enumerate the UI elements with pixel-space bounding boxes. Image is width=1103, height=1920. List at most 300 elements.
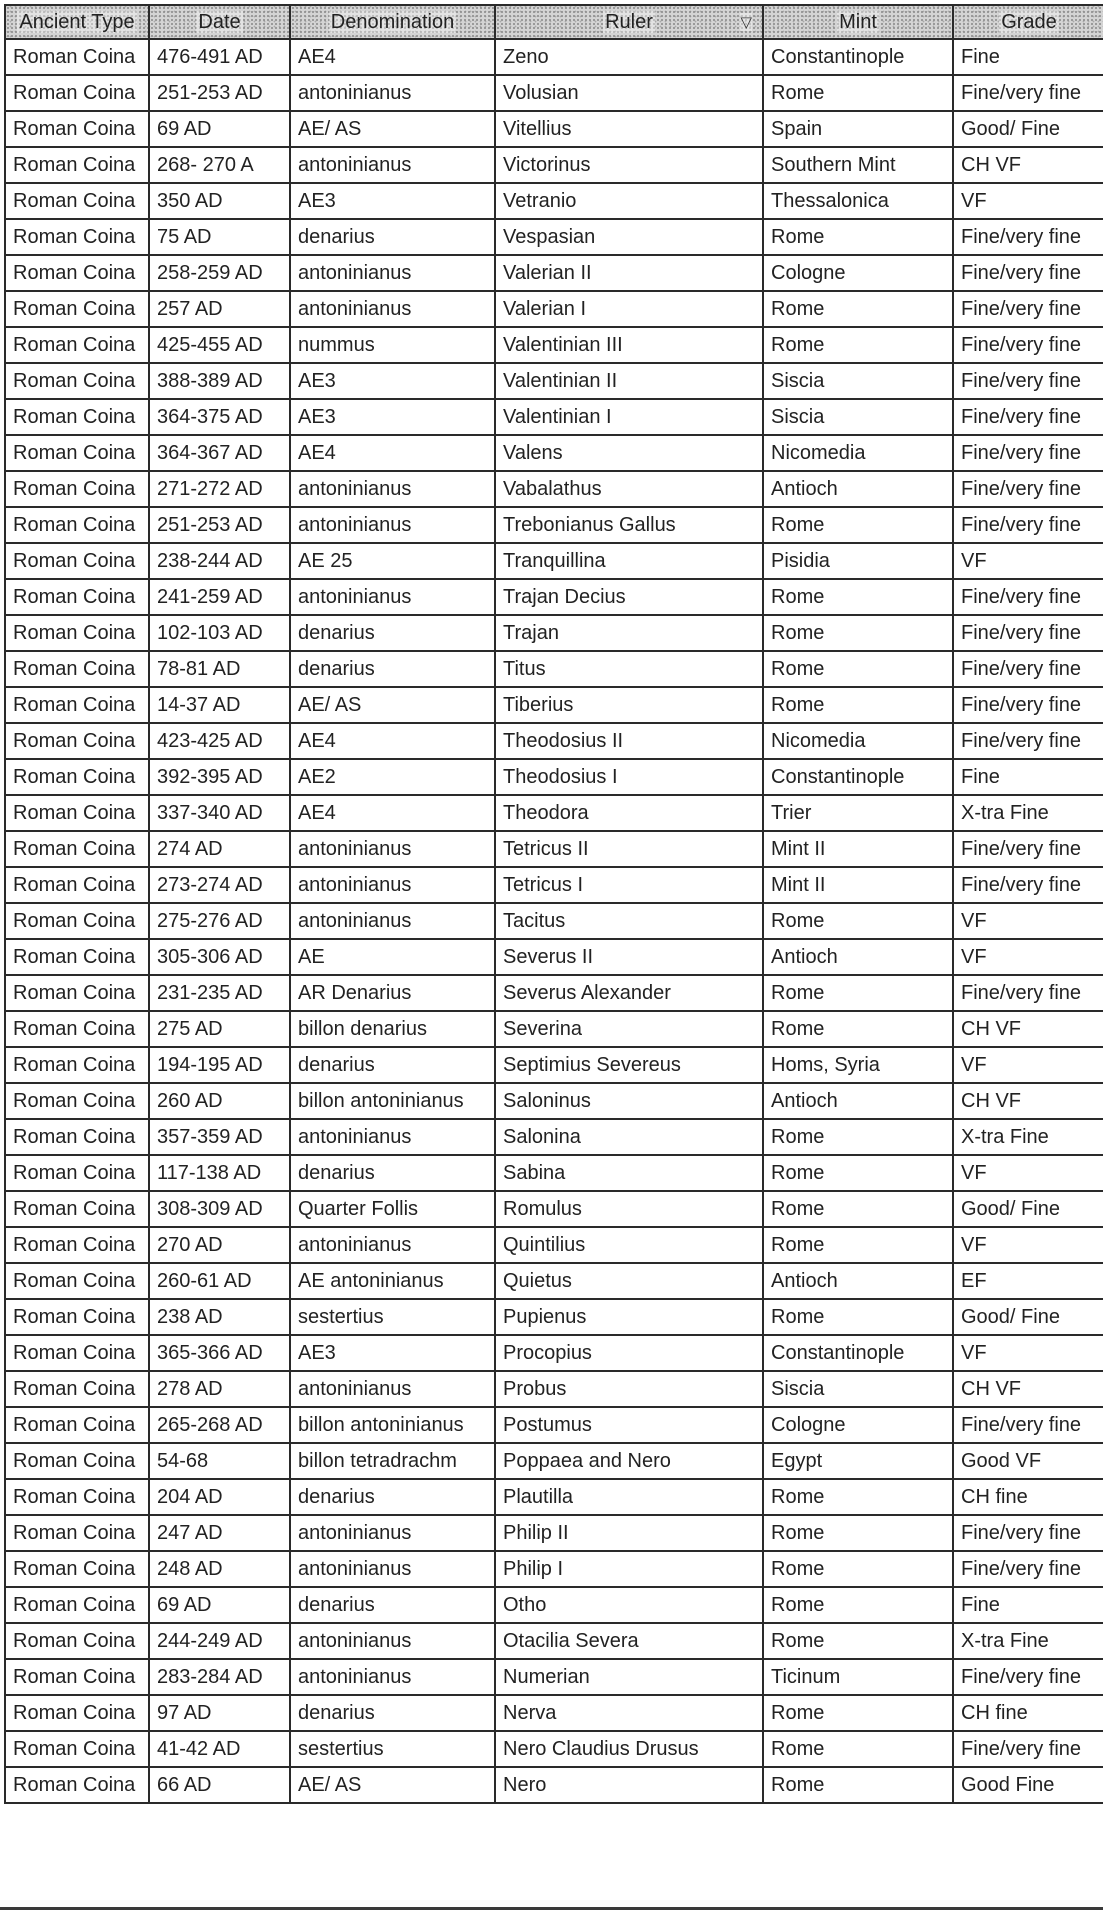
cell-ruler: Valentinian I (495, 399, 763, 435)
table-row (5, 723, 1103, 759)
header-label: Mint (839, 10, 877, 33)
cell-ruler: Severus Alexander (495, 975, 763, 1011)
cell-mint: Rome (763, 327, 953, 363)
cell-ruler: Severina (495, 1011, 763, 1047)
cell-grade: Fine/very fine (953, 975, 1103, 1011)
cell-mint: Rome (763, 1119, 953, 1155)
cell-date: 78-81 AD (149, 651, 290, 687)
bottom-rule (0, 1907, 1103, 1910)
cell-ancient-type: Roman Coina (5, 1011, 149, 1047)
cell-denomination: antoninianus (290, 579, 495, 615)
cell-grade: CH VF (953, 1011, 1103, 1047)
cell-date: 117-138 AD (149, 1155, 290, 1191)
cell-mint: Antioch (763, 471, 953, 507)
cell-denomination: billon antoninianus (290, 1407, 495, 1443)
cell-ruler: Philip II (495, 1515, 763, 1551)
cell-mint: Constantinople (763, 39, 953, 75)
cell-ancient-type: Roman Coina (5, 687, 149, 723)
cell-date: 425-455 AD (149, 327, 290, 363)
cell-ancient-type: Roman Coina (5, 1695, 149, 1731)
cell-denomination: AE4 (290, 435, 495, 471)
cell-date: 275 AD (149, 1011, 290, 1047)
cell-ancient-type: Roman Coina (5, 1551, 149, 1587)
cell-ruler: Quietus (495, 1263, 763, 1299)
cell-date: 248 AD (149, 1551, 290, 1587)
table-row (5, 435, 1103, 471)
table-row (5, 1227, 1103, 1263)
header-ancient-type[interactable] (5, 5, 149, 39)
cell-ancient-type: Roman Coina (5, 651, 149, 687)
cell-ancient-type: Roman Coina (5, 471, 149, 507)
table-row (5, 1155, 1103, 1191)
cell-grade: Fine/very fine (953, 1551, 1103, 1587)
cell-mint: Mint II (763, 831, 953, 867)
cell-date: 231-235 AD (149, 975, 290, 1011)
cell-mint: Rome (763, 1479, 953, 1515)
cell-denomination: sestertius (290, 1731, 495, 1767)
cell-ruler: Sabina (495, 1155, 763, 1191)
cell-grade: Fine/very fine (953, 327, 1103, 363)
cell-mint: Rome (763, 1299, 953, 1335)
cell-mint: Siscia (763, 399, 953, 435)
table-row (5, 1011, 1103, 1047)
cell-mint: Siscia (763, 363, 953, 399)
cell-grade: Fine/very fine (953, 867, 1103, 903)
cell-date: 244-249 AD (149, 1623, 290, 1659)
cell-ruler: Salonina (495, 1119, 763, 1155)
cell-date: 273-274 AD (149, 867, 290, 903)
cell-date: 270 AD (149, 1227, 290, 1263)
cell-mint: Rome (763, 651, 953, 687)
cell-denomination: AE4 (290, 795, 495, 831)
cell-ancient-type: Roman Coina (5, 1731, 149, 1767)
cell-grade: VF (953, 543, 1103, 579)
cell-denomination: denarius (290, 1695, 495, 1731)
header-mint[interactable] (763, 5, 953, 39)
header-row (5, 5, 1103, 39)
cell-ancient-type: Roman Coina (5, 1227, 149, 1263)
header-date[interactable] (149, 5, 290, 39)
cell-grade: VF (953, 939, 1103, 975)
cell-ancient-type: Roman Coina (5, 831, 149, 867)
cell-grade: Fine/very fine (953, 399, 1103, 435)
cell-ruler: Theodosius II (495, 723, 763, 759)
cell-ancient-type: Roman Coina (5, 975, 149, 1011)
cell-mint: Rome (763, 75, 953, 111)
cell-mint: Trier (763, 795, 953, 831)
cell-mint: Rome (763, 1551, 953, 1587)
cell-grade: Fine (953, 759, 1103, 795)
cell-ruler: Postumus (495, 1407, 763, 1443)
cell-grade: Fine/very fine (953, 435, 1103, 471)
table-row (5, 867, 1103, 903)
header-ruler[interactable] (495, 5, 763, 39)
cell-grade: Fine/very fine (953, 1659, 1103, 1695)
cell-date: 260 AD (149, 1083, 290, 1119)
cell-denomination: denarius (290, 615, 495, 651)
cell-mint: Rome (763, 579, 953, 615)
cell-mint: Rome (763, 1227, 953, 1263)
header-label: Ancient Type (19, 10, 135, 33)
cell-date: 337-340 AD (149, 795, 290, 831)
cell-ancient-type: Roman Coina (5, 1623, 149, 1659)
cell-denomination: billon antoninianus (290, 1083, 495, 1119)
table-row (5, 543, 1103, 579)
cell-mint: Ticinum (763, 1659, 953, 1695)
cell-ruler: Otho (495, 1587, 763, 1623)
cell-grade: Fine (953, 39, 1103, 75)
cell-grade: Fine/very fine (953, 219, 1103, 255)
cell-ancient-type: Roman Coina (5, 615, 149, 651)
cell-ruler: Trebonianus Gallus (495, 507, 763, 543)
cell-date: 392-395 AD (149, 759, 290, 795)
cell-ruler: Tiberius (495, 687, 763, 723)
table-row (5, 831, 1103, 867)
cell-date: 476-491 AD (149, 39, 290, 75)
table-row (5, 75, 1103, 111)
cell-date: 194-195 AD (149, 1047, 290, 1083)
cell-date: 238 AD (149, 1299, 290, 1335)
cell-denomination: antoninianus (290, 1551, 495, 1587)
cell-ruler: Numerian (495, 1659, 763, 1695)
cell-mint: Rome (763, 507, 953, 543)
cell-ancient-type: Roman Coina (5, 1047, 149, 1083)
table-row (5, 1623, 1103, 1659)
cell-date: 14-37 AD (149, 687, 290, 723)
cell-denomination: antoninianus (290, 1623, 495, 1659)
cell-mint: Rome (763, 291, 953, 327)
cell-ancient-type: Roman Coina (5, 543, 149, 579)
cell-denomination: antoninianus (290, 255, 495, 291)
cell-ruler: Pupienus (495, 1299, 763, 1335)
cell-mint: Nicomedia (763, 723, 953, 759)
cell-ruler: Vabalathus (495, 471, 763, 507)
cell-date: 247 AD (149, 1515, 290, 1551)
table-row (5, 1371, 1103, 1407)
cell-grade: Fine/very fine (953, 255, 1103, 291)
cell-denomination: denarius (290, 1047, 495, 1083)
cell-date: 423-425 AD (149, 723, 290, 759)
cell-ruler: Tacitus (495, 903, 763, 939)
table-row (5, 1407, 1103, 1443)
cell-mint: Rome (763, 975, 953, 1011)
cell-date: 66 AD (149, 1767, 290, 1803)
cell-date: 251-253 AD (149, 75, 290, 111)
cell-ancient-type: Roman Coina (5, 579, 149, 615)
cell-ruler: Valentinian II (495, 363, 763, 399)
cell-mint: Rome (763, 1731, 953, 1767)
cell-grade: Fine/very fine (953, 579, 1103, 615)
cell-ruler: Nero Claudius Drusus (495, 1731, 763, 1767)
cell-ruler: Saloninus (495, 1083, 763, 1119)
cell-ruler: Trajan (495, 615, 763, 651)
cell-grade: VF (953, 1155, 1103, 1191)
table-row (5, 651, 1103, 687)
cell-grade: Good/ Fine (953, 1191, 1103, 1227)
cell-mint: Spain (763, 111, 953, 147)
cell-mint: Nicomedia (763, 435, 953, 471)
cell-denomination: antoninianus (290, 1119, 495, 1155)
table-row (5, 363, 1103, 399)
cell-ruler: Valerian II (495, 255, 763, 291)
cell-date: 388-389 AD (149, 363, 290, 399)
cell-grade: Fine/very fine (953, 291, 1103, 327)
cell-denomination: denarius (290, 219, 495, 255)
cell-mint: Cologne (763, 1407, 953, 1443)
cell-ruler: Volusian (495, 75, 763, 111)
cell-mint: Cologne (763, 255, 953, 291)
table-row (5, 1767, 1103, 1803)
cell-denomination: denarius (290, 651, 495, 687)
cell-date: 364-367 AD (149, 435, 290, 471)
cell-ancient-type: Roman Coina (5, 867, 149, 903)
cell-date: 258-259 AD (149, 255, 290, 291)
cell-grade: Fine/very fine (953, 831, 1103, 867)
cell-grade: VF (953, 1335, 1103, 1371)
cell-mint: Antioch (763, 1263, 953, 1299)
table-row (5, 1731, 1103, 1767)
cell-mint: Rome (763, 615, 953, 651)
cell-date: 357-359 AD (149, 1119, 290, 1155)
table-row (5, 147, 1103, 183)
cell-ancient-type: Roman Coina (5, 1443, 149, 1479)
cell-ruler: Otacilia Severa (495, 1623, 763, 1659)
cell-ancient-type: Roman Coina (5, 1191, 149, 1227)
table-row (5, 1515, 1103, 1551)
cell-ancient-type: Roman Coina (5, 39, 149, 75)
table-row (5, 39, 1103, 75)
cell-denomination: sestertius (290, 1299, 495, 1335)
cell-ancient-type: Roman Coina (5, 1587, 149, 1623)
cell-denomination: antoninianus (290, 1371, 495, 1407)
cell-denomination: AE (290, 939, 495, 975)
cell-denomination: billon denarius (290, 1011, 495, 1047)
header-grade[interactable] (953, 5, 1103, 39)
cell-ruler: Vespasian (495, 219, 763, 255)
cell-ruler: Poppaea and Nero (495, 1443, 763, 1479)
cell-denomination: antoninianus (290, 831, 495, 867)
cell-ancient-type: Roman Coina (5, 1299, 149, 1335)
cell-grade: VF (953, 183, 1103, 219)
table-row (5, 291, 1103, 327)
cell-mint: Rome (763, 687, 953, 723)
cell-ruler: Nero (495, 1767, 763, 1803)
cell-ancient-type: Roman Coina (5, 291, 149, 327)
cell-grade: VF (953, 1047, 1103, 1083)
cell-mint: Rome (763, 219, 953, 255)
cell-date: 251-253 AD (149, 507, 290, 543)
cell-ancient-type: Roman Coina (5, 75, 149, 111)
cell-ancient-type: Roman Coina (5, 1659, 149, 1695)
cell-mint: Thessalonica (763, 183, 953, 219)
cell-date: 75 AD (149, 219, 290, 255)
cell-ancient-type: Roman Coina (5, 1083, 149, 1119)
table-row (5, 975, 1103, 1011)
cell-denomination: denarius (290, 1587, 495, 1623)
cell-grade: Fine/very fine (953, 651, 1103, 687)
cell-ruler: Theodosius I (495, 759, 763, 795)
table-row (5, 399, 1103, 435)
cell-grade: Fine/very fine (953, 723, 1103, 759)
cell-ancient-type: Roman Coina (5, 903, 149, 939)
table-row (5, 471, 1103, 507)
table-row (5, 1119, 1103, 1155)
table-row (5, 903, 1103, 939)
cell-date: 69 AD (149, 1587, 290, 1623)
cell-denomination: AE3 (290, 399, 495, 435)
cell-date: 204 AD (149, 1479, 290, 1515)
header-label: Date (198, 10, 241, 33)
cell-ruler: Nerva (495, 1695, 763, 1731)
cell-date: 364-375 AD (149, 399, 290, 435)
cell-denomination: antoninianus (290, 1227, 495, 1263)
header-denomination[interactable] (290, 5, 495, 39)
cell-denomination: AE/ AS (290, 1767, 495, 1803)
filter-dropdown-icon[interactable]: ▽ (740, 14, 752, 31)
cell-ancient-type: Roman Coina (5, 399, 149, 435)
cell-mint: Rome (763, 1011, 953, 1047)
cell-ruler: Theodora (495, 795, 763, 831)
cell-denomination: AE3 (290, 183, 495, 219)
cell-ancient-type: Roman Coina (5, 1263, 149, 1299)
table-row (5, 255, 1103, 291)
cell-ancient-type: Roman Coina (5, 111, 149, 147)
table-row (5, 1443, 1103, 1479)
cell-ancient-type: Roman Coina (5, 939, 149, 975)
cell-grade: Fine/very fine (953, 615, 1103, 651)
cell-date: 102-103 AD (149, 615, 290, 651)
table-row (5, 1335, 1103, 1371)
cell-denomination: AR Denarius (290, 975, 495, 1011)
cell-denomination: antoninianus (290, 471, 495, 507)
cell-ancient-type: Roman Coina (5, 1515, 149, 1551)
table-row (5, 1083, 1103, 1119)
cell-mint: Rome (763, 1155, 953, 1191)
cell-grade: Good/ Fine (953, 111, 1103, 147)
cell-date: 283-284 AD (149, 1659, 290, 1695)
cell-denomination: AE 25 (290, 543, 495, 579)
cell-date: 41-42 AD (149, 1731, 290, 1767)
cell-date: 274 AD (149, 831, 290, 867)
table-row (5, 183, 1103, 219)
table-row (5, 327, 1103, 363)
cell-mint: Rome (763, 1695, 953, 1731)
table-row (5, 795, 1103, 831)
cell-mint: Rome (763, 1623, 953, 1659)
cell-mint: Constantinople (763, 1335, 953, 1371)
cell-denomination: Quarter Follis (290, 1191, 495, 1227)
cell-mint: Siscia (763, 1371, 953, 1407)
cell-ancient-type: Roman Coina (5, 1767, 149, 1803)
table-row (5, 507, 1103, 543)
cell-denomination: AE/ AS (290, 111, 495, 147)
cell-date: 69 AD (149, 111, 290, 147)
cell-mint: Southern Mint (763, 147, 953, 183)
cell-date: 308-309 AD (149, 1191, 290, 1227)
cell-denomination: antoninianus (290, 867, 495, 903)
cell-ancient-type: Roman Coina (5, 723, 149, 759)
cell-grade: CH VF (953, 1083, 1103, 1119)
cell-ancient-type: Roman Coina (5, 1479, 149, 1515)
cell-denomination: nummus (290, 327, 495, 363)
cell-ruler: Tranquillina (495, 543, 763, 579)
cell-date: 260-61 AD (149, 1263, 290, 1299)
cell-grade: VF (953, 903, 1103, 939)
cell-date: 365-366 AD (149, 1335, 290, 1371)
cell-ruler: Septimius Severeus (495, 1047, 763, 1083)
cell-ancient-type: Roman Coina (5, 759, 149, 795)
cell-grade: CH VF (953, 1371, 1103, 1407)
cell-ruler: Probus (495, 1371, 763, 1407)
table-row (5, 759, 1103, 795)
cell-date: 97 AD (149, 1695, 290, 1731)
table-row (5, 615, 1103, 651)
cell-denomination: AE/ AS (290, 687, 495, 723)
cell-ruler: Tetricus I (495, 867, 763, 903)
cell-date: 271-272 AD (149, 471, 290, 507)
cell-ruler: Titus (495, 651, 763, 687)
cell-date: 305-306 AD (149, 939, 290, 975)
cell-mint: Mint II (763, 867, 953, 903)
cell-grade: X-tra Fine (953, 795, 1103, 831)
cell-mint: Rome (763, 1767, 953, 1803)
cell-ancient-type: Roman Coina (5, 1371, 149, 1407)
cell-date: 257 AD (149, 291, 290, 327)
header-label: Denomination (330, 10, 455, 33)
cell-grade: Fine/very fine (953, 1407, 1103, 1443)
cell-denomination: antoninianus (290, 1659, 495, 1695)
cell-denomination: antoninianus (290, 291, 495, 327)
cell-ancient-type: Roman Coina (5, 435, 149, 471)
cell-mint: Antioch (763, 1083, 953, 1119)
table-row (5, 687, 1103, 723)
cell-ruler: Trajan Decius (495, 579, 763, 615)
table-row (5, 111, 1103, 147)
cell-date: 241-259 AD (149, 579, 290, 615)
cell-ruler: Tetricus II (495, 831, 763, 867)
cell-grade: CH VF (953, 147, 1103, 183)
cell-grade: Fine/very fine (953, 1731, 1103, 1767)
table-row (5, 579, 1103, 615)
cell-denomination: AE3 (290, 363, 495, 399)
cell-ruler: Valentinian III (495, 327, 763, 363)
cell-ancient-type: Roman Coina (5, 507, 149, 543)
cell-ruler: Victorinus (495, 147, 763, 183)
cell-denomination: antoninianus (290, 507, 495, 543)
cell-grade: Fine/very fine (953, 363, 1103, 399)
cell-grade: Fine/very fine (953, 687, 1103, 723)
cell-mint: Homs, Syria (763, 1047, 953, 1083)
table-row (5, 219, 1103, 255)
table-row (5, 1263, 1103, 1299)
cell-ruler: Valerian I (495, 291, 763, 327)
cell-mint: Rome (763, 1191, 953, 1227)
cell-ancient-type: Roman Coina (5, 183, 149, 219)
cell-date: 238-244 AD (149, 543, 290, 579)
table-row (5, 1587, 1103, 1623)
cell-denomination: AE4 (290, 723, 495, 759)
cell-ancient-type: Roman Coina (5, 147, 149, 183)
cell-date: 278 AD (149, 1371, 290, 1407)
cell-ruler: Vetranio (495, 183, 763, 219)
cell-denomination: AE antoninianus (290, 1263, 495, 1299)
cell-ruler: Quintilius (495, 1227, 763, 1263)
cell-grade: Fine/very fine (953, 507, 1103, 543)
cell-denomination: denarius (290, 1155, 495, 1191)
table-row (5, 1299, 1103, 1335)
cell-date: 265-268 AD (149, 1407, 290, 1443)
cell-denomination: antoninianus (290, 75, 495, 111)
